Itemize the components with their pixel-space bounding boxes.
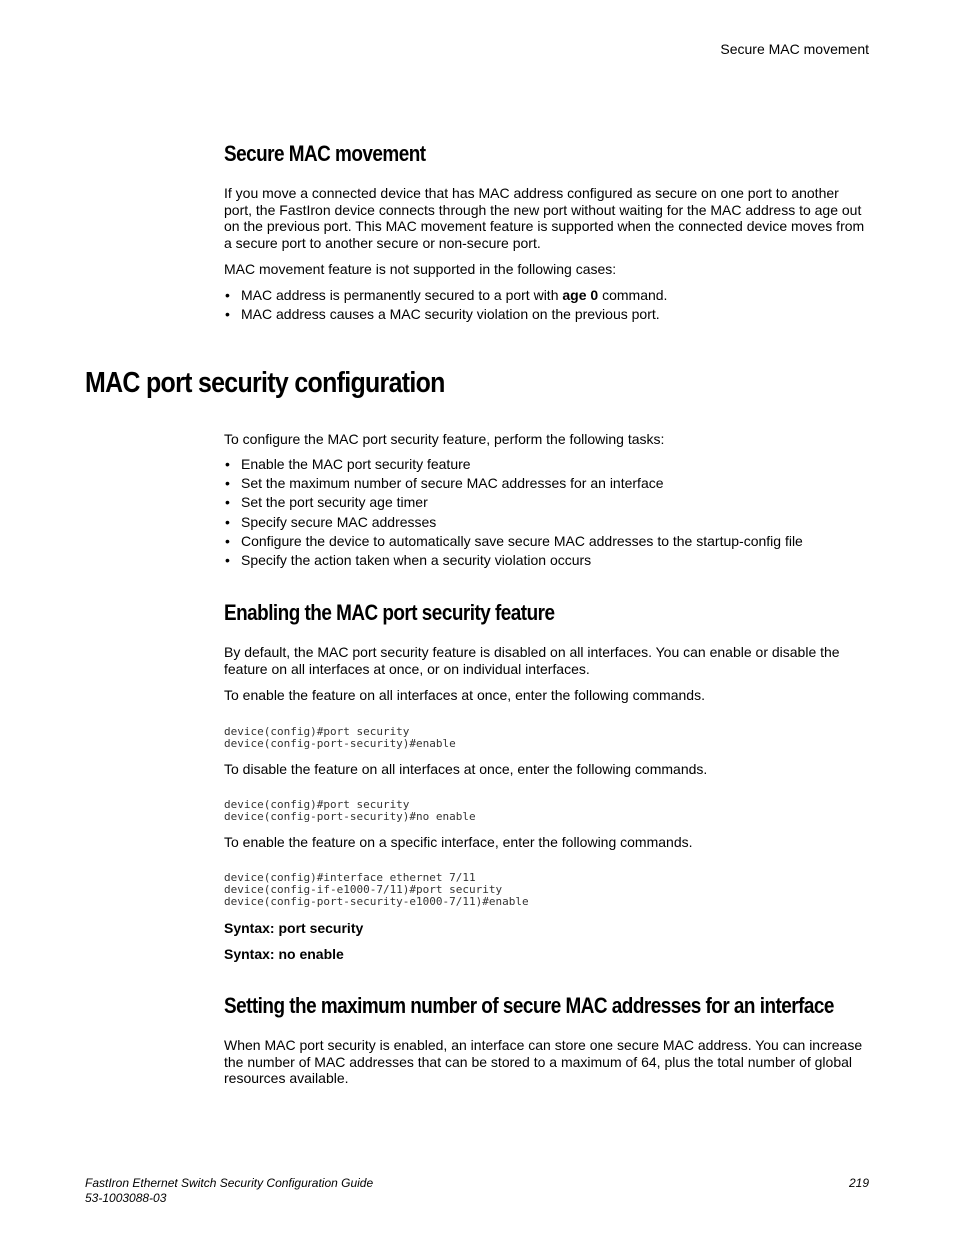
paragraph: To configure the MAC port security feature, perform the following tasks: <box>224 431 665 447</box>
section-heading-setting-maximum-secure-mac: Setting the maximum number of secure MAC addresses for an interface <box>224 993 834 1018</box>
footer <box>85 1176 373 1206</box>
list-item: • MAC address causes a MAC security violation on the previous port. <box>224 305 667 324</box>
paragraph: When MAC port security is enabled, an interface can store one secure MAC address. You can increase the number of MAC addresses that can be stored to a maximum of 64, plus the total number of global resources available. <box>224 1037 863 1087</box>
chapter-heading-mac-port-security-configuration: MAC port security configuration <box>85 367 445 399</box>
footer-doc-number: 53-1003088-03 <box>85 1191 167 1205</box>
unsupported-cases-list <box>224 286 667 324</box>
paragraph: To enable the feature on a specific interface, enter the following commands. <box>224 834 693 850</box>
list-item: • Specify the action taken when a security violation occurs <box>224 551 803 570</box>
list-item: • Specify secure MAC addresses <box>224 513 803 532</box>
footer-guide-title: FastIron Ethernet Switch Security Configuration Guide <box>85 1176 374 1190</box>
page-number: 219 <box>848 1176 869 1190</box>
section-heading-enabling-mac-port-security: Enabling the MAC port security feature <box>224 600 555 625</box>
code-block: device(config)#port security device(config-port-security)#no enable <box>224 798 476 823</box>
list-item: • Enable the MAC port security feature <box>224 455 803 474</box>
syntax-line: Syntax: no enable <box>224 946 344 962</box>
code-block: device(config)#port security device(config-port-security)#enable <box>224 725 456 750</box>
paragraph: To enable the feature on all interfaces at once, enter the following commands. <box>224 687 705 703</box>
list-item: • Configure the device to automatically save secure MAC addresses to the startup-config file <box>224 532 803 551</box>
running-header: Secure MAC movement <box>720 41 869 57</box>
syntax-line: Syntax: port security <box>224 920 364 936</box>
list-item: • MAC address is permanently secured to a port with age 0 command. <box>224 286 667 305</box>
code-block: device(config)#interface ethernet 7/11 device(config-if-e1000-7/11)#port security device(config-port-security-e1000-7/11)#enable <box>224 871 529 908</box>
tasks-list <box>224 455 803 570</box>
list-item: • Set the port security age timer <box>224 493 803 512</box>
list-item: • Set the maximum number of secure MAC addresses for an interface <box>224 474 803 493</box>
paragraph: By default, the MAC port security feature is disabled on all interfaces. You can enable or disable the feature on all interfaces at once, or on individual interfaces. <box>224 644 840 677</box>
paragraph: To disable the feature on all interfaces at once, enter the following commands. <box>224 761 708 777</box>
paragraph: MAC movement feature is not supported in the following cases: <box>224 261 617 277</box>
section-heading-secure-mac-movement: Secure MAC movement <box>224 141 426 166</box>
paragraph: If you move a connected device that has MAC address configured as secure on one port to another port, the FastIron device connects through the new port without waiting for the MAC address to age out on the previous port. This MAC movement feature is supported when the connected device moves from a secure port to another secure or non-secure port. <box>224 185 865 252</box>
